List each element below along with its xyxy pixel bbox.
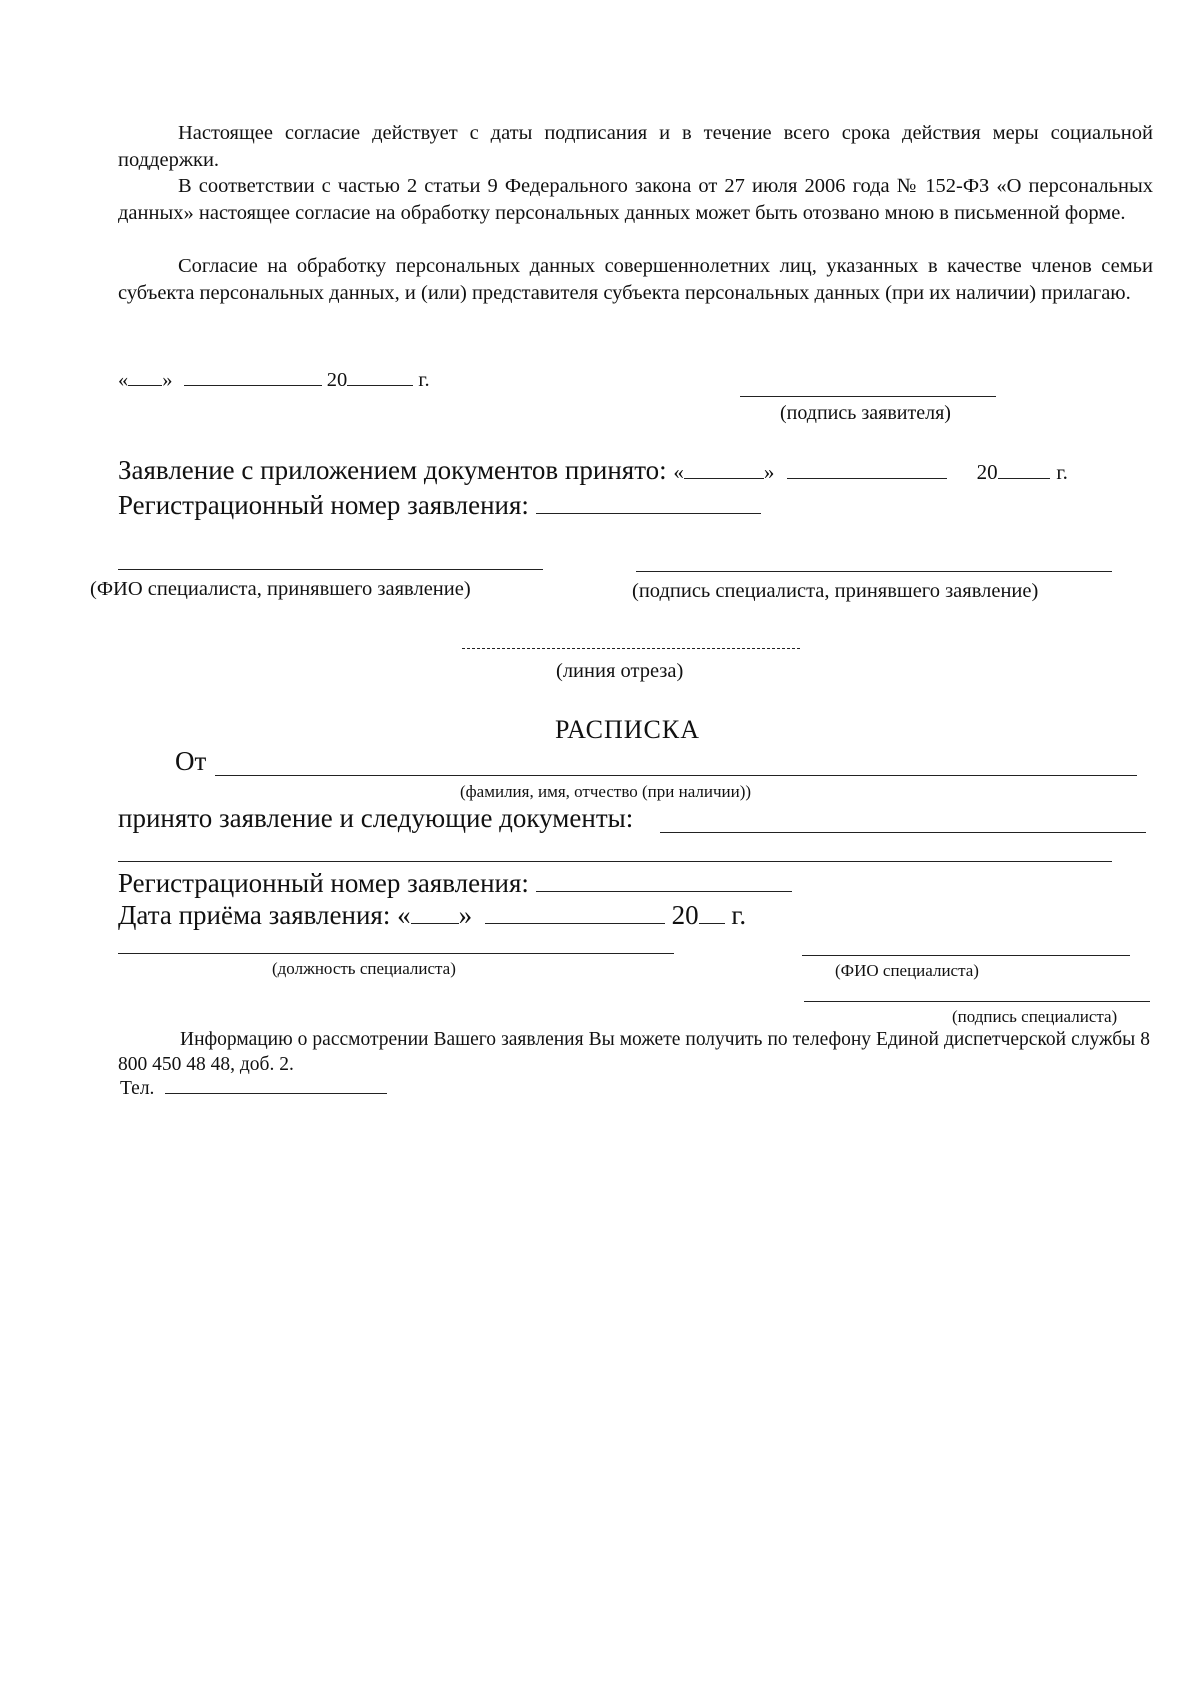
year-suffix: г. [731, 900, 747, 930]
specialist-signature-caption: (подпись специалиста, принявшего заявление) [632, 580, 1039, 602]
specialist-signature-line-receipt[interactable] [804, 1001, 1150, 1002]
date-close-quote: » [763, 460, 775, 484]
consent-paragraph-revocation-text: В соответствии с частью 2 статьи 9 Федерального закона от 27 июля 2006 года № 152-ФЗ «О персональных данных» настоящее согласие на обработку персональных данных может быть отозвано мною в письменной форме. [118, 175, 1153, 224]
month-blank[interactable] [485, 923, 665, 924]
day-blank[interactable] [128, 385, 162, 386]
consent-paragraph-validity [118, 120, 1153, 173]
day-blank[interactable] [411, 923, 459, 924]
receipt-name-caption: (фамилия, имя, отчество (при наличии)) [460, 782, 752, 801]
year-blank[interactable] [998, 478, 1050, 479]
reg-number-label: Регистрационный номер заявления: [118, 490, 529, 520]
year-blank[interactable] [699, 923, 725, 924]
reg-number-blank[interactable] [536, 891, 792, 892]
specialist-name-caption: (ФИО специалиста, принявшего заявление) [90, 578, 471, 600]
consent-paragraph-attachment [118, 253, 1153, 306]
year-prefix: 20 [976, 460, 998, 484]
applicant-signature-caption: (подпись заявителя) [780, 402, 951, 424]
receipt-info-text: Информацию о рассмотрении Вашего заявления Вы можете получить по телефону Единой диспетчерской службы 8 800 450 48 48, доб. 2. [118, 1029, 1150, 1075]
receipt-title: РАСПИСКА [555, 715, 700, 744]
date-close-quote: » [162, 369, 173, 391]
reg-number-label: Регистрационный номер заявления: [118, 868, 529, 898]
cut-line [462, 648, 800, 649]
receipt-from-label: От [175, 746, 207, 776]
phone-label: Тел. [120, 1078, 155, 1099]
day-blank[interactable] [684, 478, 764, 479]
receipt-reg-number-row [118, 868, 792, 899]
specialist-fio-line[interactable] [802, 955, 1130, 956]
date-label: Дата приёма заявления: « [118, 900, 411, 930]
receipt-info-paragraph [118, 1027, 1150, 1077]
consent-date-field [118, 369, 430, 392]
year-blank[interactable] [347, 385, 413, 386]
receipt-from-line[interactable] [215, 775, 1137, 776]
phone-blank[interactable] [165, 1093, 387, 1094]
cut-line-caption: (линия отреза) [556, 660, 684, 682]
accepted-label: Заявление с приложением документов принято: [118, 455, 667, 485]
receipt-documents-line-1[interactable] [660, 832, 1146, 833]
year-suffix: г. [1056, 460, 1068, 484]
specialist-fio-caption: (ФИО специалиста) [835, 961, 979, 980]
date-open-quote: « [673, 460, 684, 484]
year-prefix: 20 [671, 900, 699, 930]
receipt-documents-line-2[interactable] [118, 861, 1112, 862]
applicant-signature-line[interactable] [740, 396, 996, 397]
specialist-signature-caption-receipt: (подпись специалиста) [952, 1007, 1118, 1026]
receipt-date-row [118, 900, 746, 931]
acceptance-reg-number-row [118, 490, 761, 521]
date-close-quote: » [458, 900, 473, 930]
reg-number-blank[interactable] [536, 513, 761, 514]
date-open-quote: « [118, 369, 129, 391]
specialist-signature-line[interactable] [636, 571, 1112, 572]
month-blank[interactable] [184, 385, 322, 386]
receipt-phone-row [120, 1078, 387, 1100]
receipt-documents-label: принято заявление и следующие документы: [118, 803, 634, 833]
consent-paragraph-revocation [118, 173, 1153, 226]
year-suffix: г. [418, 369, 430, 391]
consent-paragraph-validity-text: Настоящее согласие действует с даты подписания и в течение всего срока действия меры социальной поддержки. [118, 122, 1153, 171]
acceptance-date-row [118, 455, 1068, 486]
position-line[interactable] [118, 953, 674, 954]
year-prefix: 20 [326, 369, 348, 391]
specialist-name-line[interactable] [118, 569, 543, 570]
consent-paragraph-attachment-text: Согласие на обработку персональных данных совершеннолетних лиц, указанных в качестве членов семьи субъекта персональных данных, и (или) представителя субъекта персональных данных (при их наличии) прилагаю. [118, 255, 1153, 304]
position-caption: (должность специалиста) [272, 959, 456, 978]
month-blank[interactable] [787, 478, 947, 479]
